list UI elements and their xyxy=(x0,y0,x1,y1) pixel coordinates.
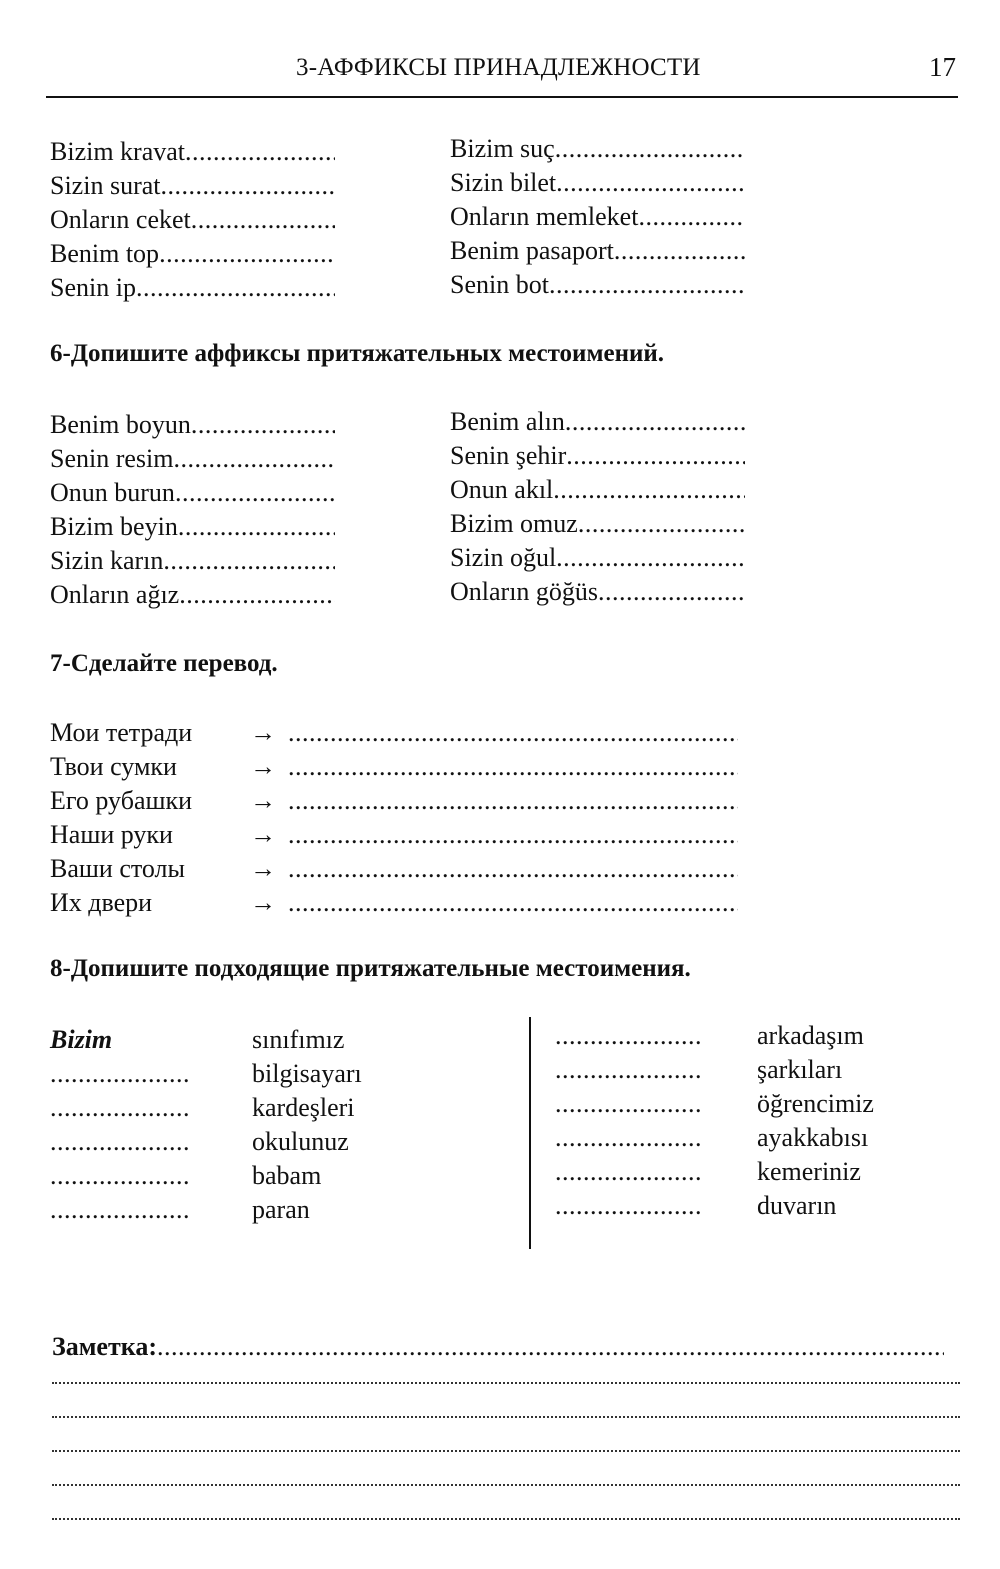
blank-line xyxy=(555,1155,703,1189)
ex8-right-words xyxy=(757,1019,874,1223)
blank-line xyxy=(555,1121,703,1155)
blank-line xyxy=(555,1053,703,1087)
note-line xyxy=(52,1362,960,1384)
ex6-item: Senin resim ..... xyxy=(50,442,335,476)
ex5-item: Bizim kravat ..... xyxy=(50,135,335,169)
ex5-left-column xyxy=(50,135,335,305)
ex8-left-words xyxy=(252,1023,362,1227)
blank-line xyxy=(555,1189,703,1223)
ex6-item: Benim alın ..... xyxy=(450,405,745,439)
blank-line xyxy=(50,1091,190,1125)
blank-line xyxy=(50,1057,190,1091)
translation-row: Их двери → ..... xyxy=(50,886,738,920)
page-number: 17 xyxy=(929,52,956,82)
ex5-item: Sizin bilet ..... xyxy=(450,166,745,200)
blank-line xyxy=(50,1125,190,1159)
ex8-word: bilgisayarı xyxy=(252,1059,362,1088)
arrow-icon: → xyxy=(250,752,276,781)
ex6-item: Onun burun ..... xyxy=(50,476,335,510)
ex5-item: Benim pasaport ..... xyxy=(450,234,745,268)
ex6-item: Onların ağız ..... xyxy=(50,578,335,612)
ex8-word: ayakkabısı xyxy=(757,1123,869,1152)
ex8-left-blanks xyxy=(50,1023,190,1227)
translation-row: Мои тетради → ..... xyxy=(50,716,738,750)
ex8-word: şarkıları xyxy=(757,1055,843,1084)
ex5-item: Senin ip ..... xyxy=(50,271,335,305)
ex8-word: arkadaşım xyxy=(757,1021,864,1050)
arrow-icon: → xyxy=(250,786,276,815)
arrow-icon: → xyxy=(250,854,276,883)
ex6-item: Bizim beyin ..... xyxy=(50,510,335,544)
arrow-icon: → xyxy=(250,718,276,747)
ex8-word: okulunuz xyxy=(252,1127,349,1156)
chapter-title: 3-АФФИКСЫ ПРИНАДЛЕЖНОСТИ xyxy=(296,54,701,81)
ex6-item: Sizin karın ..... xyxy=(50,544,335,578)
ex8-word: kemeriniz xyxy=(757,1157,861,1186)
ex6-item: Onların göğüs ..... xyxy=(450,575,745,609)
note-line xyxy=(52,1396,960,1418)
translation-row: Твои сумки → ..... xyxy=(50,750,738,784)
ex6-item: Sizin oğul ..... xyxy=(450,541,745,575)
note-line xyxy=(52,1464,960,1486)
ex8-word: paran xyxy=(252,1195,310,1224)
column-divider xyxy=(529,1017,531,1249)
ex8-right-blanks xyxy=(555,1019,703,1223)
ex8-word: duvarın xyxy=(757,1191,837,1220)
arrow-icon: → xyxy=(250,820,276,849)
ex8-word: babam xyxy=(252,1161,322,1190)
translation-list xyxy=(50,716,738,920)
ex5-item: Onların memleket ..... xyxy=(450,200,745,234)
blank-line xyxy=(50,1159,190,1193)
note-label: Заметка: xyxy=(52,1332,157,1361)
ex6-item: Bizim omuz ..... xyxy=(450,507,745,541)
note-line xyxy=(52,1430,960,1452)
exercise-8-heading: 8-Допишите подходящие притяжательные местоимения. xyxy=(50,955,691,982)
blank-line xyxy=(555,1019,703,1053)
ex5-item: Benim top ..... xyxy=(50,237,335,271)
translation-row: Его рубашки → ..... xyxy=(50,784,738,818)
note-section xyxy=(52,1330,944,1364)
ex5-item: Sizin surat ..... xyxy=(50,169,335,203)
ex8-word: sınıfımız xyxy=(252,1025,345,1054)
ex6-right-column xyxy=(450,405,745,609)
ex8-word: öğrencimiz xyxy=(757,1089,874,1118)
ex5-right-column xyxy=(450,132,745,302)
exercise-6-heading: 6-Допишите аффиксы притяжательных местоимений. xyxy=(50,340,665,367)
ex6-item: Benim boyun ..... xyxy=(50,408,335,442)
ex8-word: kardeşleri xyxy=(252,1093,355,1122)
exercise-7-heading: 7-Сделайте перевод. xyxy=(50,650,278,677)
ex6-item: Senin şehir ..... xyxy=(450,439,745,473)
blank-line xyxy=(555,1087,703,1121)
ex5-item: Senin bot ..... xyxy=(450,268,745,302)
translation-row: Наши руки → ..... xyxy=(50,818,738,852)
note-first-line xyxy=(157,1330,944,1364)
blank-line xyxy=(50,1193,190,1227)
arrow-icon: → xyxy=(250,888,276,917)
note-line xyxy=(52,1498,960,1520)
translation-row: Ваши столы → ..... xyxy=(50,852,738,886)
ex6-item: Onun akıl ..... xyxy=(450,473,745,507)
ex5-item: Bizim suç ..... xyxy=(450,132,745,166)
ex6-left-column xyxy=(50,408,335,612)
ex5-item: Onların ceket ..... xyxy=(50,203,335,237)
example-pronoun: Bizim xyxy=(50,1025,113,1054)
page-header xyxy=(46,52,958,98)
